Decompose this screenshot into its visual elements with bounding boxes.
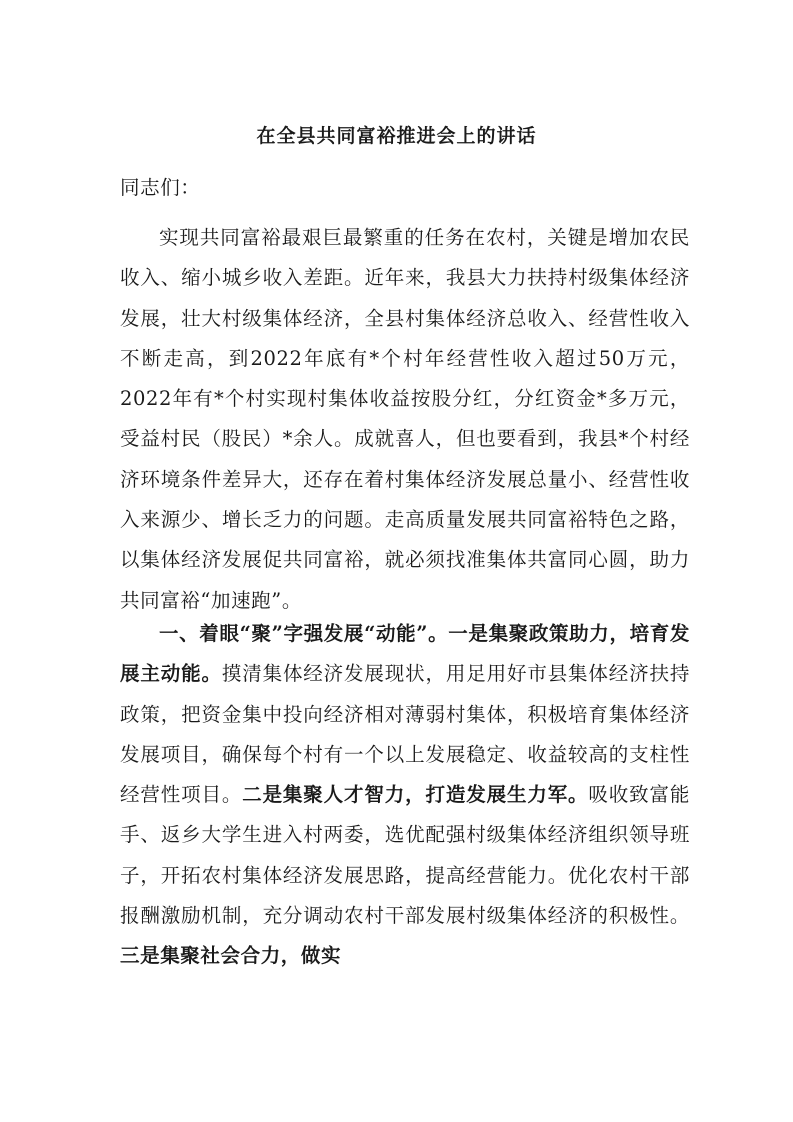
point-two-text: 吸收致富能手、返乡大学生进入村两委，选优配强村级集体经济组织领导班子，开拓农村集体经济发展思路，提高经营能力。优化农村干部报酬激励机制，充分调动农村干部发展村级集体经济的积极性。 [120,783,690,928]
salutation: 同志们： [120,176,201,199]
paragraph-section-one [120,614,690,977]
point-three-heading: 三是集聚社会合力，做实 [120,944,342,968]
point-one-heading: 一是集聚政策助力，培育发展主动能。 [120,622,691,686]
section-heading: 一、着眼“聚”字强发展“动能”。 [159,622,449,645]
point-one-text: 摸清集体经济发展现状，用足用好市县集体经济扶持政策，把资金集中投向经济相对薄弱村集体，积极培育集体经济发展项目，确保每个村有一个以上发展稳定、收益较高的支柱性经营性项目。 [120,662,690,807]
point-two-heading: 二是集聚人才智力，打造发展生力军。 [242,783,589,807]
document-title: 在全县共同富裕推进会上的讲话 [256,125,537,147]
paragraph-intro: 实现共同富裕最艰巨最繁重的任务在农村，关键是增加农民收入、缩小城乡收入差距。近年来，我县大力扶持村级集体经济发展，壮大村级集体经济，全县村集体经济总收入、经营性收入不断走高，到2022年底有*个村年经营性收入超过50万元，2022年有*个村实现村集体收益按股分红，分红资金*多万元，受益村民（股民）*余人。成就喜人，但也要看到，我县*个村经济环境条件差异大，还存在着村集体经济发展总量小、经营性收入来源少、增长乏力的问题。走高质量发展共同富裕特色之路，以集体经济发展促共同富裕，就必须找准集体共富同心圆，助力共同富裕“加速跑”。 [120,226,690,612]
